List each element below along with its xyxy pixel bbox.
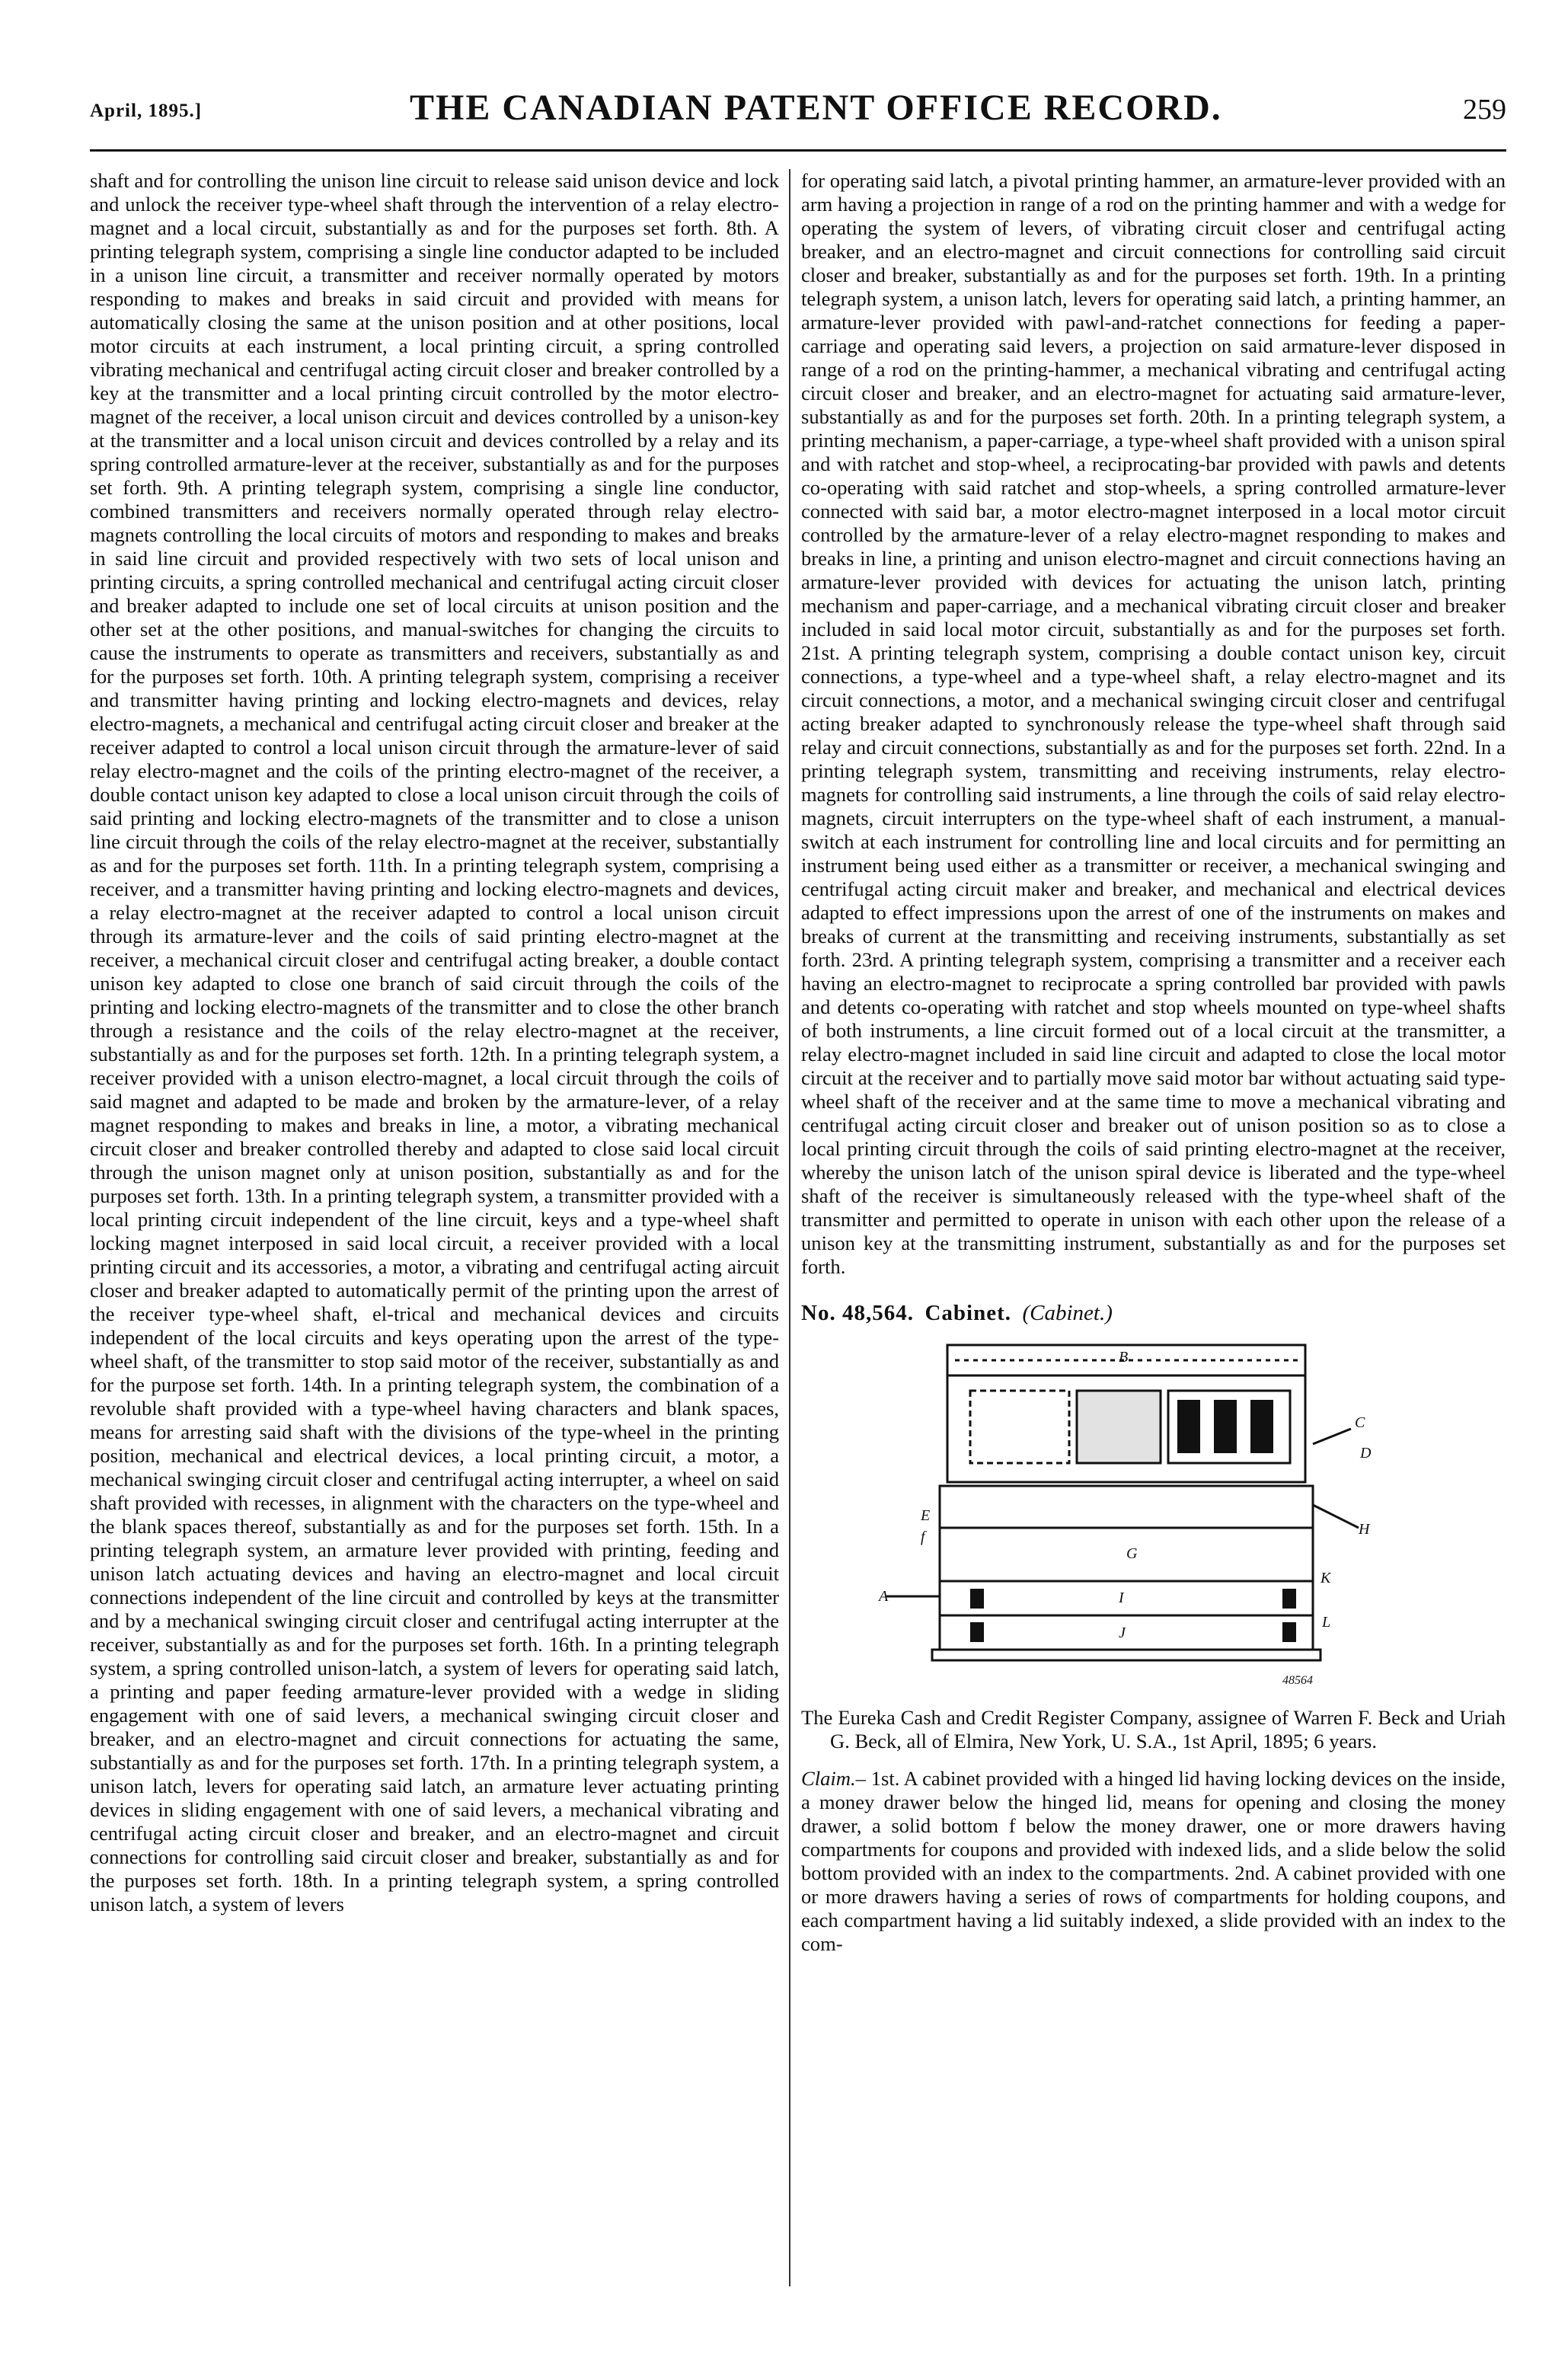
journal-title: THE CANADIAN PATENT OFFICE RECORD. (410, 88, 1222, 128)
header-date: April, 1895.] (90, 101, 203, 121)
label-j: J (1119, 1625, 1126, 1641)
column-divider (789, 169, 790, 2286)
page-header (90, 85, 1506, 139)
label-g: G (1126, 1545, 1138, 1562)
figure-number: 48564 (1282, 1674, 1313, 1687)
header-rule (90, 149, 1506, 152)
page-number: 259 (1463, 94, 1506, 126)
patent-title: Cabinet. (925, 1301, 1011, 1325)
claim-text: – 1st. A cabinet provided with a hinged lid having locking devices on the inside, a money drawer below the hinged lid, means for opening and closing the money drawer, a solid bottom f below the money drawer, one or more drawers having compartments for coupons and provided with indexed lids, and a slide below the solid bottom provided with an index to the compartments. 2nd. A cabinet provided with one or more drawers having a series of rows of compartments for holding coupons, and each compartment having a lid suitably indexed, a slide provided with an index to the com- (801, 1767, 1506, 1955)
cabinet-drawing (856, 1337, 1404, 1695)
label-c: C (1355, 1414, 1365, 1431)
label-f: f (921, 1529, 925, 1545)
cabinet-illustration (856, 1337, 1404, 1695)
claim-paragraph (801, 1767, 1506, 1956)
right-column (801, 169, 1506, 2294)
patent-claims-text: shaft and for controlling the unison line circuit to release said unison device and lock and unlock the receiver type-wheel shaft through the intervention of a relay electro-magnet and a local circuit, substantially as and for the purposes set forth. 8th. A printing telegraph system, comprising a single line conductor adapted to be included in a unison line circuit, a transmitter and receiver normally operated by motors responding to makes and breaks in said circuit and provided with means for automatically closing the same at the unison position and at other positions, local motor circuits at each instrument, a local printing circuit, a spring controlled vibrating mechanical and centrifugal acting circuit closer and breaker controlled by a key at the transmitter and a local printing circuit controlled by the motor electro-magnet of the receiver, a local unison circuit and devices controlled by a unison-key at the transmitter and a local unison circuit and devices controlled by a relay and its spring controlled armature-lever at the receiver, substantially as and for the purposes set forth. 9th. A printing telegraph system, comprising a single line conductor, combined transmitters and receivers normally operated through relay electro-magnets controlling the local circuits of motors and responding to makes and breaks in said line circuit and provided respectively with two sets of local unison and printing circuits, a spring controlled mechanical and centrifugal acting circuit closer and breaker adapted to include one set of local circuits at unison position and the other set at the other positions, and manual-switches for changing the circuits to cause the instruments to operate as transmitters and receivers, substantially as and for the purposes set forth. 10th. A printing telegraph system, comprising a receiver and transmitter having printing and locking electro-magnets and devices, relay electro-magnets, a mechanical and centrifugal acting circuit closer and breaker at the receiver adapted to control a local unison circuit through the armature-lever of said relay electro-magnet and the coils of the printing electro-magnet of the receiver, a double contact unison key adapted to close a local unison circuit through the coils of said printing and locking electro-magnets of the transmitter and to close a unison line circuit through the coils of the relay electro-magnet at the receiver, substantially as and for the purposes set forth. 11th. In a printing telegraph system, comprising a receiver, and a transmitter having printing and locking electro-magnets and devices, a relay electro-magnet at the receiver adapted to control a local unison circuit through its armature-lever and the coils of said printing electro-magnet at the receiver, a mechanical circuit closer and centrifugal acting breaker, a double contact unison key adapted to close one branch of said circuit through the coils of the printing and locking electro-magnets of the transmitter and to close the other branch through a resistance and the coils of the relay electro-magnet at the receiver, substantially as and for the purposes set forth. 12th. In a printing telegraph system, a receiver provided with a unison electro-magnet, a local circuit through the coils of said magnet and adapted to be made and broken by the armature-lever, of a relay magnet responding to makes and breaks in line, a motor, a vibrating mechanical circuit closer and breaker controlled thereby and adapted to close said local circuit through the unison magnet only at unison position, substantially as and for the purposes set forth. 13th. In a printing telegraph system, a transmitter provided with a local printing circuit independent of the line circuit, keys and a type-wheel shaft locking magnet interposed in said local circuit, a receiver provided with a local printing circuit and its accessories, a motor, a vibrating and centrifugal acting aircuit closer and breaker adapted to automatically permit of the printing upon the arrest of the receiver type-wheel shaft, el-trical and mechanical devices and circuits independent of the local circuits and keys operating upon the arrest of the type-wheel shaft, of the transmitter to stop said motor of the receiver, substantially as and for the purpose set forth. 14th. In a printing telegraph system, the combination of a revoluble shaft provided with a type-wheel having characters and blank spaces, means for arresting said shaft with the divisions of the type-wheel in the printing position, mechanical and electrical devices, a local printing circuit, a motor, a mechanical swinging circuit closer and centrifugal acting interrupter, a wheel on said shaft provided with recesses, in alignment with the characters on the type-wheel and the blank spaces thereof, substantially as and for the purposes set forth. 15th. In a printing telegraph system, an armature lever provided with printing, feeding and unison latch actuating devices and having an electro-magnet and local circuit connections independent of the line circuit and controlled by keys at the transmitter and by a mechanical swinging circuit closer and centrifugal acting interrupter at the receiver, substantially as and for the purposes set forth. 16th. In a printing telegraph system, a spring controlled unison-latch, a system of levers for operating said latch, a printing and paper feeding armature-lever provided with a wedge in sliding engagement with one of said levers, a mechanical swinging circuit closer and breaker, and an electro-magnet and circuit connections for actuating the same, substantially as and for the purposes set forth. 17th. In a printing telegraph system, a unison latch, levers for operating said latch, an armature lever actuating printing devices in sliding engagement with one of said levers, a mechanical vibrating and centrifugal acting circuit closer and breaker, and an electro-magnet and circuit connections for controlling said circuit closer and breaker, substantially as and for the purposes set forth. 18th. In a printing telegraph system, a spring controlled unison latch, a system of levers (90, 169, 779, 1915)
assignee-text: The Eureka Cash and Credit Register Company, assignee of Warren F. Beck and Uriah G. Beck, all of Elmira, New York, U. S.A., 1st April, 1895; 6 years. (801, 1706, 1506, 1752)
label-b: B (1119, 1349, 1129, 1366)
drawer-i (940, 1581, 1313, 1615)
patent-number: No. 48,564. (801, 1301, 914, 1325)
label-e: E (921, 1507, 931, 1524)
label-i: I (1119, 1589, 1124, 1606)
drawer-j (940, 1615, 1313, 1650)
label-k: K (1321, 1570, 1331, 1586)
money-drawer (940, 1486, 1313, 1528)
patent-claims-continued: for operating said latch, a pivotal printing hammer, an armature-lever provided with an arm having a projection in range of a rod on the printing hammer and with a wedge for operating the system of levers, of vibrating circuit closer and centrifugal acting breaker, and an electro-magnet and circuit connections for controlling said circuit closer and breaker, substantially as and for the purposes set forth. 19th. In a printing telegraph system, a unison latch, levers for operating said latch, a printing hammer, an armature-lever provided with pawl-and-ratchet connections for feeding a paper-carriage and operating said levers, a projection on said armature-lever disposed in range of a rod on the printing-hammer, a mechanical vibrating and centrifugal acting circuit closer and breaker, and an electro-magnet for actuating said armature-lever, substantially as and for the purposes set forth. 20th. In a printing telegraph system, a printing mechanism, a paper-carriage, a type-wheel shaft provided with a unison spiral and with ratchet and stop-wheel, a reciprocating-bar provided with pawls and detents co-operating with said ratchet and stop-wheels, a spring controlled armature-lever connected with said bar, a motor electro-magnet interposed in a local motor circuit controlled by the armature-lever of a relay electro-magnet responding to makes and breaks in line, a printing and unison electro-magnet and circuit connections having an armature-lever provided with devices for actuating the unison latch, printing mechanism and paper-carriage, and a mechanical vibrating circuit closer and breaker included in said local motor circuit, substantially as and for the purposes set forth. 21st. A printing telegraph system, comprising a double contact unison key, circuit connections, a type-wheel and a type-wheel shaft, a relay electro-magnet and its circuit connections, a motor, and a mechanical swinging circuit closer and centrifugal acting breaker adapted to synchronously release the type-wheel shaft through said relay and circuit connections, substantially as and for the purposes set forth. 22nd. In a printing telegraph system, transmitting and receiving instruments, relay electro-magnets for controlling said instruments, a line through the coils of said relay electro-magnets, circuit interrupters on the type-wheel shaft of each instrument, a manual-switch at each instrument for controlling line and local circuits and for permitting an instrument being used either as a transmitter or receiver, a mechanical swinging and centrifugal acting circuit maker and breaker, and mechanical and electrical devices adapted to effect impressions upon the arrest of one of the instruments on makes and breaks of current at the transmitting and receiving instruments, substantially as set forth. 23rd. A printing telegraph system, comprising a transmitter and a receiver each having an electro-magnet to reciprocate a spring controlled bar provided with pawls and detents co-operating with ratchet and stop wheels mounted on type-wheel shafts of both instruments, a line circuit formed out of a local circuit at the transmitter, a relay electro-magnet included in said line circuit and adapted to close the local motor circuit at the receiver and to partially move said motor bar without actuating said type-wheel shaft of the receiver and at the same time to move a mechanical vibrating and centrifugal acting circuit closer and breaker out of unison position so as to close a local printing circuit through the coils of said printing electro-magnet at the receiver, whereby the unison latch of the unison spiral device is liberated and the type-wheel shaft of the receiver is simultaneously released with the type-wheel shaft of the transmitter and permitted to operate in unison with each other upon the release of a unison key at the transmitting instrument, substantially as and for the purposes set forth. (801, 169, 1506, 1278)
label-a: A (879, 1588, 889, 1605)
left-column (90, 169, 779, 2294)
patent-entry-heading (801, 1302, 1506, 1325)
claim-label: Claim. (801, 1767, 856, 1790)
label-d: D (1360, 1445, 1372, 1462)
patent-subtitle: (Cabinet.) (1022, 1301, 1113, 1325)
label-h: H (1359, 1521, 1370, 1538)
label-l: L (1322, 1614, 1331, 1631)
